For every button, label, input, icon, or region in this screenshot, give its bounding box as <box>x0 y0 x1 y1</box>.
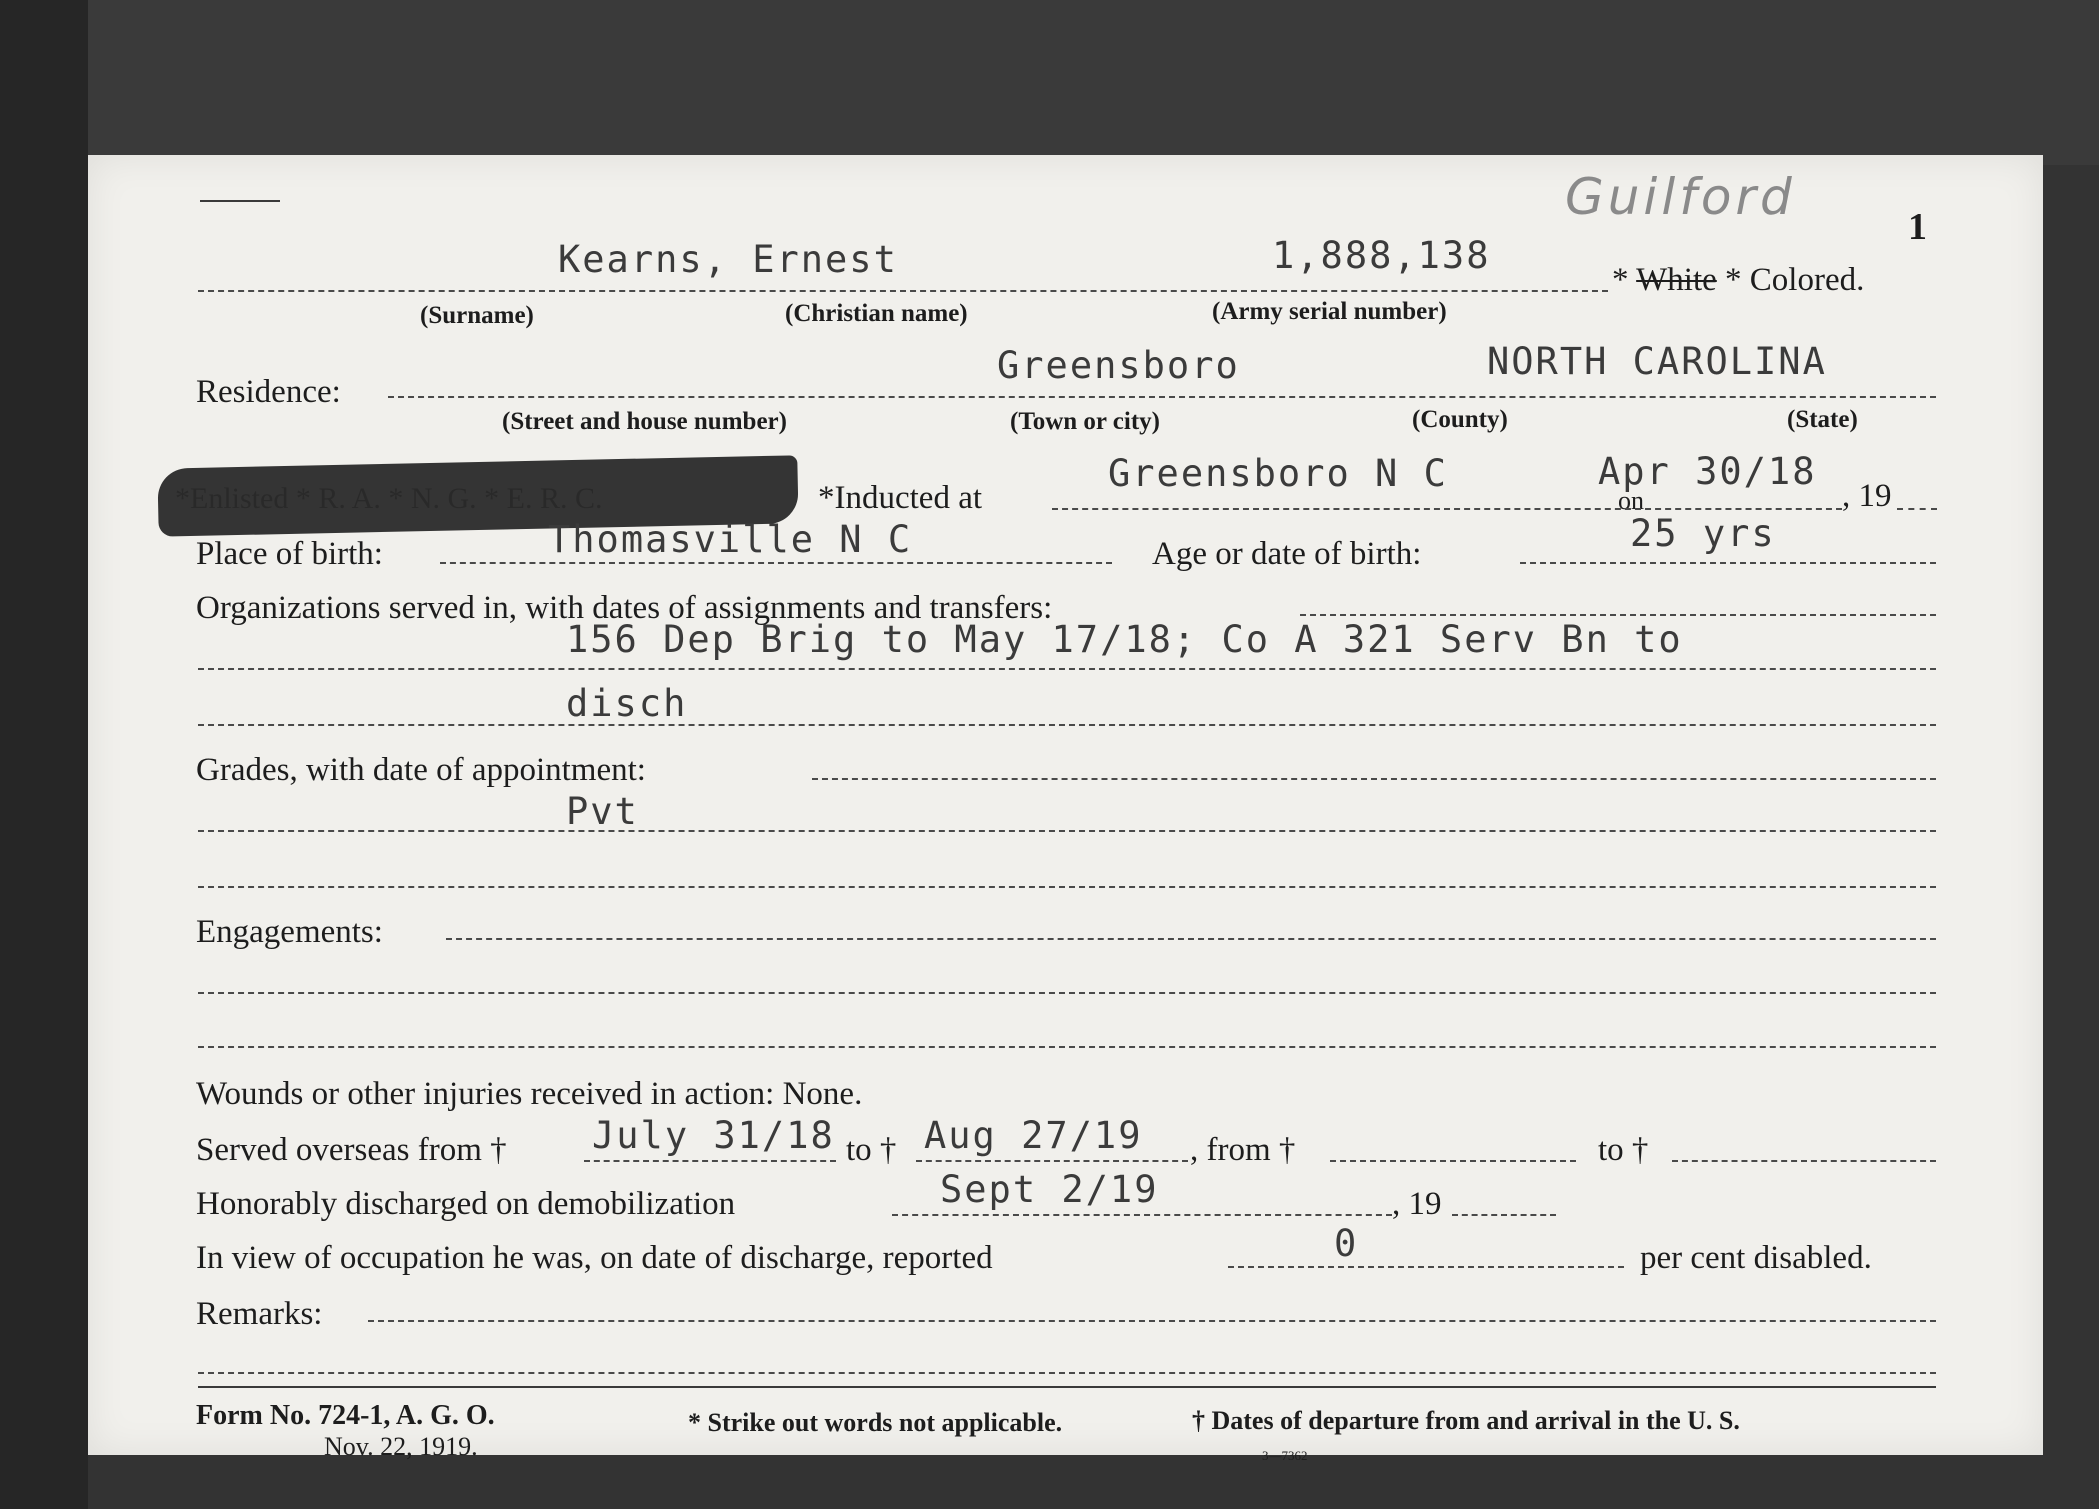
organizations-line-1 <box>198 668 1936 670</box>
army-serial-value: 1,888,138 <box>1272 234 1491 277</box>
card-number: 1 <box>1908 206 1927 248</box>
engagements-line-2 <box>198 1046 1936 1048</box>
overseas-to-line <box>916 1160 1188 1162</box>
place-of-birth-label: Place of birth: <box>196 536 383 572</box>
footnote-strike-out: * Strike out words not applicable. <box>688 1408 1063 1437</box>
organizations-line-2 <box>198 724 1936 726</box>
inducted-label: *Inducted at <box>818 480 983 516</box>
residence-town-value: Greensboro <box>997 344 1240 387</box>
discharge-date-value: Sept 2/19 <box>940 1168 1159 1211</box>
discharge-year-line <box>1452 1214 1556 1216</box>
disabled-suffix: per cent disabled. <box>1640 1240 1872 1276</box>
caption-street: (Street and house number) <box>502 408 787 435</box>
overseas-to-label: to † <box>846 1132 897 1168</box>
inducted-place-value: Greensboro N C <box>1108 452 1448 495</box>
grades-line-1 <box>198 830 1936 832</box>
place-of-birth-line <box>440 562 1112 564</box>
organizations-value-line1: 156 Dep Brig to May 17/18; Co A 321 Serv Bn to <box>566 618 1683 661</box>
discharge-line <box>892 1214 1392 1216</box>
engagements-label: Engagements: <box>196 914 383 950</box>
overseas-to2-label: to † <box>1598 1132 1649 1168</box>
form-number: Form No. 724-1, A. G. O. <box>196 1400 495 1431</box>
age-label: Age or date of birth: <box>1152 536 1422 572</box>
footnote-dates: † Dates of departure from and arrival in the U. S. <box>1192 1406 1740 1435</box>
inducted-date-value: Apr 30/18 <box>1598 450 1817 493</box>
inducted-on-label: on <box>1618 486 1644 515</box>
race-colored: * Colored. <box>1725 262 1865 298</box>
inducted-year-suffix: , 19 <box>1842 478 1892 514</box>
grade-value: Pvt <box>566 790 639 833</box>
disabled-percent-value: 0 <box>1334 1222 1359 1265</box>
wounds-label: Wounds or other injuries received in action: None. <box>196 1076 863 1112</box>
surname-christian-value: Kearns, Ernest <box>558 238 898 281</box>
overseas-from-line <box>584 1160 836 1162</box>
scanner-background-left <box>0 0 88 1509</box>
footer-rule <box>198 1386 1936 1388</box>
remarks-line-0 <box>368 1320 1936 1322</box>
age-value: 25 yrs <box>1630 512 1776 555</box>
overseas-from2-label: , from † <box>1190 1132 1296 1168</box>
inducted-year-line <box>1897 508 1937 510</box>
organizations-line-0 <box>1300 614 1936 616</box>
grades-line-0 <box>812 778 1936 780</box>
residence-state-value: NORTH CAROLINA <box>1487 340 1827 383</box>
race-options: * White * Colored. <box>1612 262 1865 298</box>
residence-label: Residence: <box>196 374 341 410</box>
grades-label: Grades, with date of appointment: <box>196 752 646 788</box>
remarks-line-1 <box>198 1372 1936 1374</box>
grades-line-2 <box>198 886 1936 888</box>
county-handwritten-note: Guilford <box>1565 168 1796 226</box>
overseas-to2-line <box>1672 1160 1936 1162</box>
occupation-line <box>1228 1266 1624 1268</box>
age-line <box>1520 562 1936 564</box>
residence-line <box>388 396 1936 398</box>
overseas-from2-line <box>1330 1160 1576 1162</box>
scanner-background-top <box>0 0 2099 165</box>
caption-town: (Town or city) <box>1010 408 1160 435</box>
engagements-line-1 <box>198 992 1936 994</box>
top-left-dash <box>200 200 280 202</box>
organizations-value-line2: disch <box>566 682 688 725</box>
place-of-birth-value: Thomasville N C <box>548 518 913 561</box>
organizations-label: Organizations served in, with dates of assignments and transfers: <box>196 590 1053 626</box>
inducted-line <box>1052 508 1842 510</box>
occupation-label: In view of occupation he was, on date of discharge, reported <box>196 1240 993 1276</box>
race-white-struck: White <box>1636 262 1717 298</box>
caption-state: (State) <box>1787 406 1858 433</box>
discharge-year-suffix: , 19 <box>1392 1186 1442 1222</box>
overseas-from-value: July 31/18 <box>592 1114 835 1157</box>
form-date: Nov. 22, 1919. <box>324 1432 478 1461</box>
caption-army-serial: (Army serial number) <box>1212 298 1447 325</box>
overseas-to-value: Aug 27/19 <box>924 1114 1143 1157</box>
caption-christian-name: (Christian name) <box>785 300 968 327</box>
caption-county: (County) <box>1412 406 1508 433</box>
discharge-label: Honorably discharged on demobilization <box>196 1186 736 1222</box>
served-overseas-label: Served overseas from † <box>196 1132 507 1168</box>
remarks-label: Remarks: <box>196 1296 323 1332</box>
name-line <box>198 290 1608 292</box>
print-code: 3—7362 <box>1262 1448 1308 1463</box>
engagements-line-0 <box>446 938 1936 940</box>
caption-surname: (Surname) <box>420 302 534 329</box>
